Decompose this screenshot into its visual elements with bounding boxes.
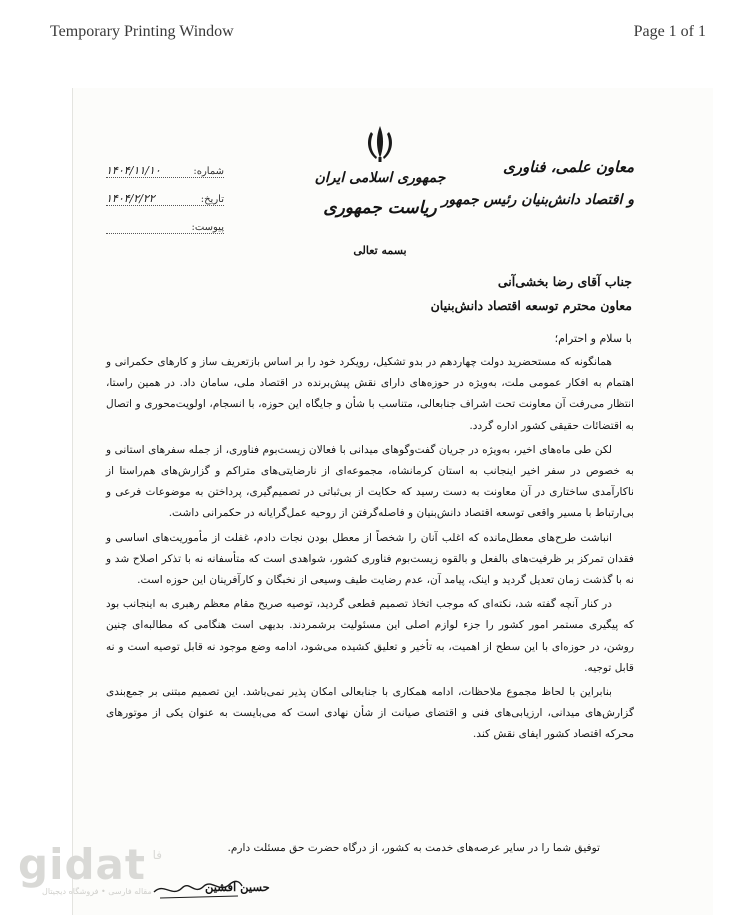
- print-window-title: Temporary Printing Window: [50, 23, 234, 40]
- sender-title-line1: معاون علمی، فناوری: [503, 158, 634, 176]
- letter-paragraph-3: انباشت طرح‌های معطل‌مانده که اغلب آنان را شخصاً از معطل بودن نجات دادم، غفلت از مأموریت‌های اساسی و فقدان تمرکز بر ظرفیت‌های بالفعل و بالقوه زیست‌بوم فناوری کشور، شواهدی است که متأسفانه نه با تذکر اصلاح شد و نه با گذشت زمان تعدیل گردید و اینک، پیامد آن، عدم رضایت طیف وسیعی از نخبگان و کارآفرینان این حوزه است.: [106, 531, 634, 587]
- letter-attachment-label: پیوست:: [191, 222, 224, 233]
- letter-number-row: [106, 154, 224, 178]
- basmala: بسمه تعالی: [353, 244, 407, 257]
- closing-sentence: توفیق شما را در سایر عرصه‌های خدمت به کشور، از درگاه حضرت حق مسئلت دارم.: [227, 842, 600, 854]
- addressee-title: معاون محترم توسعه اقتصاد دانش‌بنیان: [430, 298, 632, 313]
- letter-date-value: ۱۴۰۴/۲/۲۲: [106, 192, 155, 205]
- signature-name: حسین افشین: [205, 880, 270, 894]
- letter-meta: [106, 154, 224, 238]
- print-window-header: [0, 0, 740, 62]
- office-name: ریاست جمهوری: [323, 198, 437, 218]
- addressee-name: جناب آقای رضا بخشی‌آنی: [497, 274, 632, 289]
- letter-paragraph-2: لکن طی ماه‌های اخیر، به‌ویژه در جریان گفت‌وگوهای میدانی با فعالان زیست‌بوم فناوری، از جمله سفرهای استانی و به خصوص در سفر اخیر اینجانب به استان کرمانشاه، مجموعه‌ای از نارضایتی‌های متراکم و گزارش‌های هم‌راستا از ناکارآمدی ساختاری در آن معاونت به دست رسید که حکایت از بی‌ثباتی در تصمیم‌گیری، پرداختن به موضوعات فرعی و بی‌ارتباط با مسیر واقعی توسعه اقتصاد دانش‌بنیان و فاصله‌گرفتن از روحیه عمل‌گرایانه در حکمرانی داشت.: [106, 443, 634, 520]
- letter-paragraph-5: بنابراین با لحاظ مجموع ملاحظات، ادامه همکاری با جنابعالی امکان پذیر نمی‌باشد. این تصمیم مبتنی بر جمع‌بندی گزارش‌های میدانی، ارزیابی‌های فنی و اقتضای صیانت از شأن نهادی است که می‌بایست به عنوان یکی از موتورهای محرکه اقتصاد کشور ایفای نقش کند.: [106, 686, 634, 741]
- country-name: جمهوری اسلامی ایران: [314, 170, 446, 186]
- site-watermark: [14, 840, 166, 904]
- letter-paragraph-1: همانگونه که مستحضرید دولت چهاردهم در بدو تشکیل، رویکرد خود را بر اساس بازتعریف ساز و کارهای حکمرانی و اهتمام به افکار عمومی ملت، به‌ویژه در حوزه‌های دارای نقش پیش‌برنده در اقتصاد ملی، سامان داد. در همین راستا، انتظار می‌رفت آن معاونت تحت اشراف جنابعالی، متناسب با شأن و جایگاه این حوزه، با انسجام، اولویت‌محوری و اتصال به اقتضائات حقیقی کشور اداره گردد.: [106, 356, 634, 432]
- salutation: با سلام و احترام؛: [554, 332, 632, 345]
- letter-body: [106, 352, 634, 749]
- page-indicator: Page 1 of 1: [633, 23, 706, 40]
- letter-attachment-row: [106, 210, 224, 234]
- watermark-logo-fa: فا: [152, 848, 162, 862]
- letter-date-label: تاریخ:: [200, 194, 224, 205]
- sender-title-line2: و اقتصاد دانش‌بنیان رئیس جمهور: [441, 192, 634, 208]
- letter-paragraph-4: در کنار آنچه گفته شد، نکته‌ای که موجب اتخاذ تصمیم قطعی گردید، توصیه صریح مقام معظم رهبری به اینجانب بود که پیگیری مستمر امور کشور را جزء لوازم اصلی این مسئولیت برشمردند. بدیهی است هنگامی که مطالبه‌ای چنین روشن، در حوزه‌ای با این سطح از اهمیت، به تأخیر و تعلیق کشیده می‌شود، ادامه وضع موجود نه قابل توصیه است و نه قابل توجیه.: [106, 598, 634, 674]
- watermark-caption: مقاله فارسی • فروشگاه دیجیتال: [42, 887, 152, 896]
- letter-number-label: شماره:: [193, 166, 224, 177]
- letter-date-row: [106, 182, 224, 206]
- watermark-logo-text: gidat: [18, 840, 146, 889]
- letter-number-value: ۱۴۰۴/۱۱/۱۰: [106, 164, 161, 177]
